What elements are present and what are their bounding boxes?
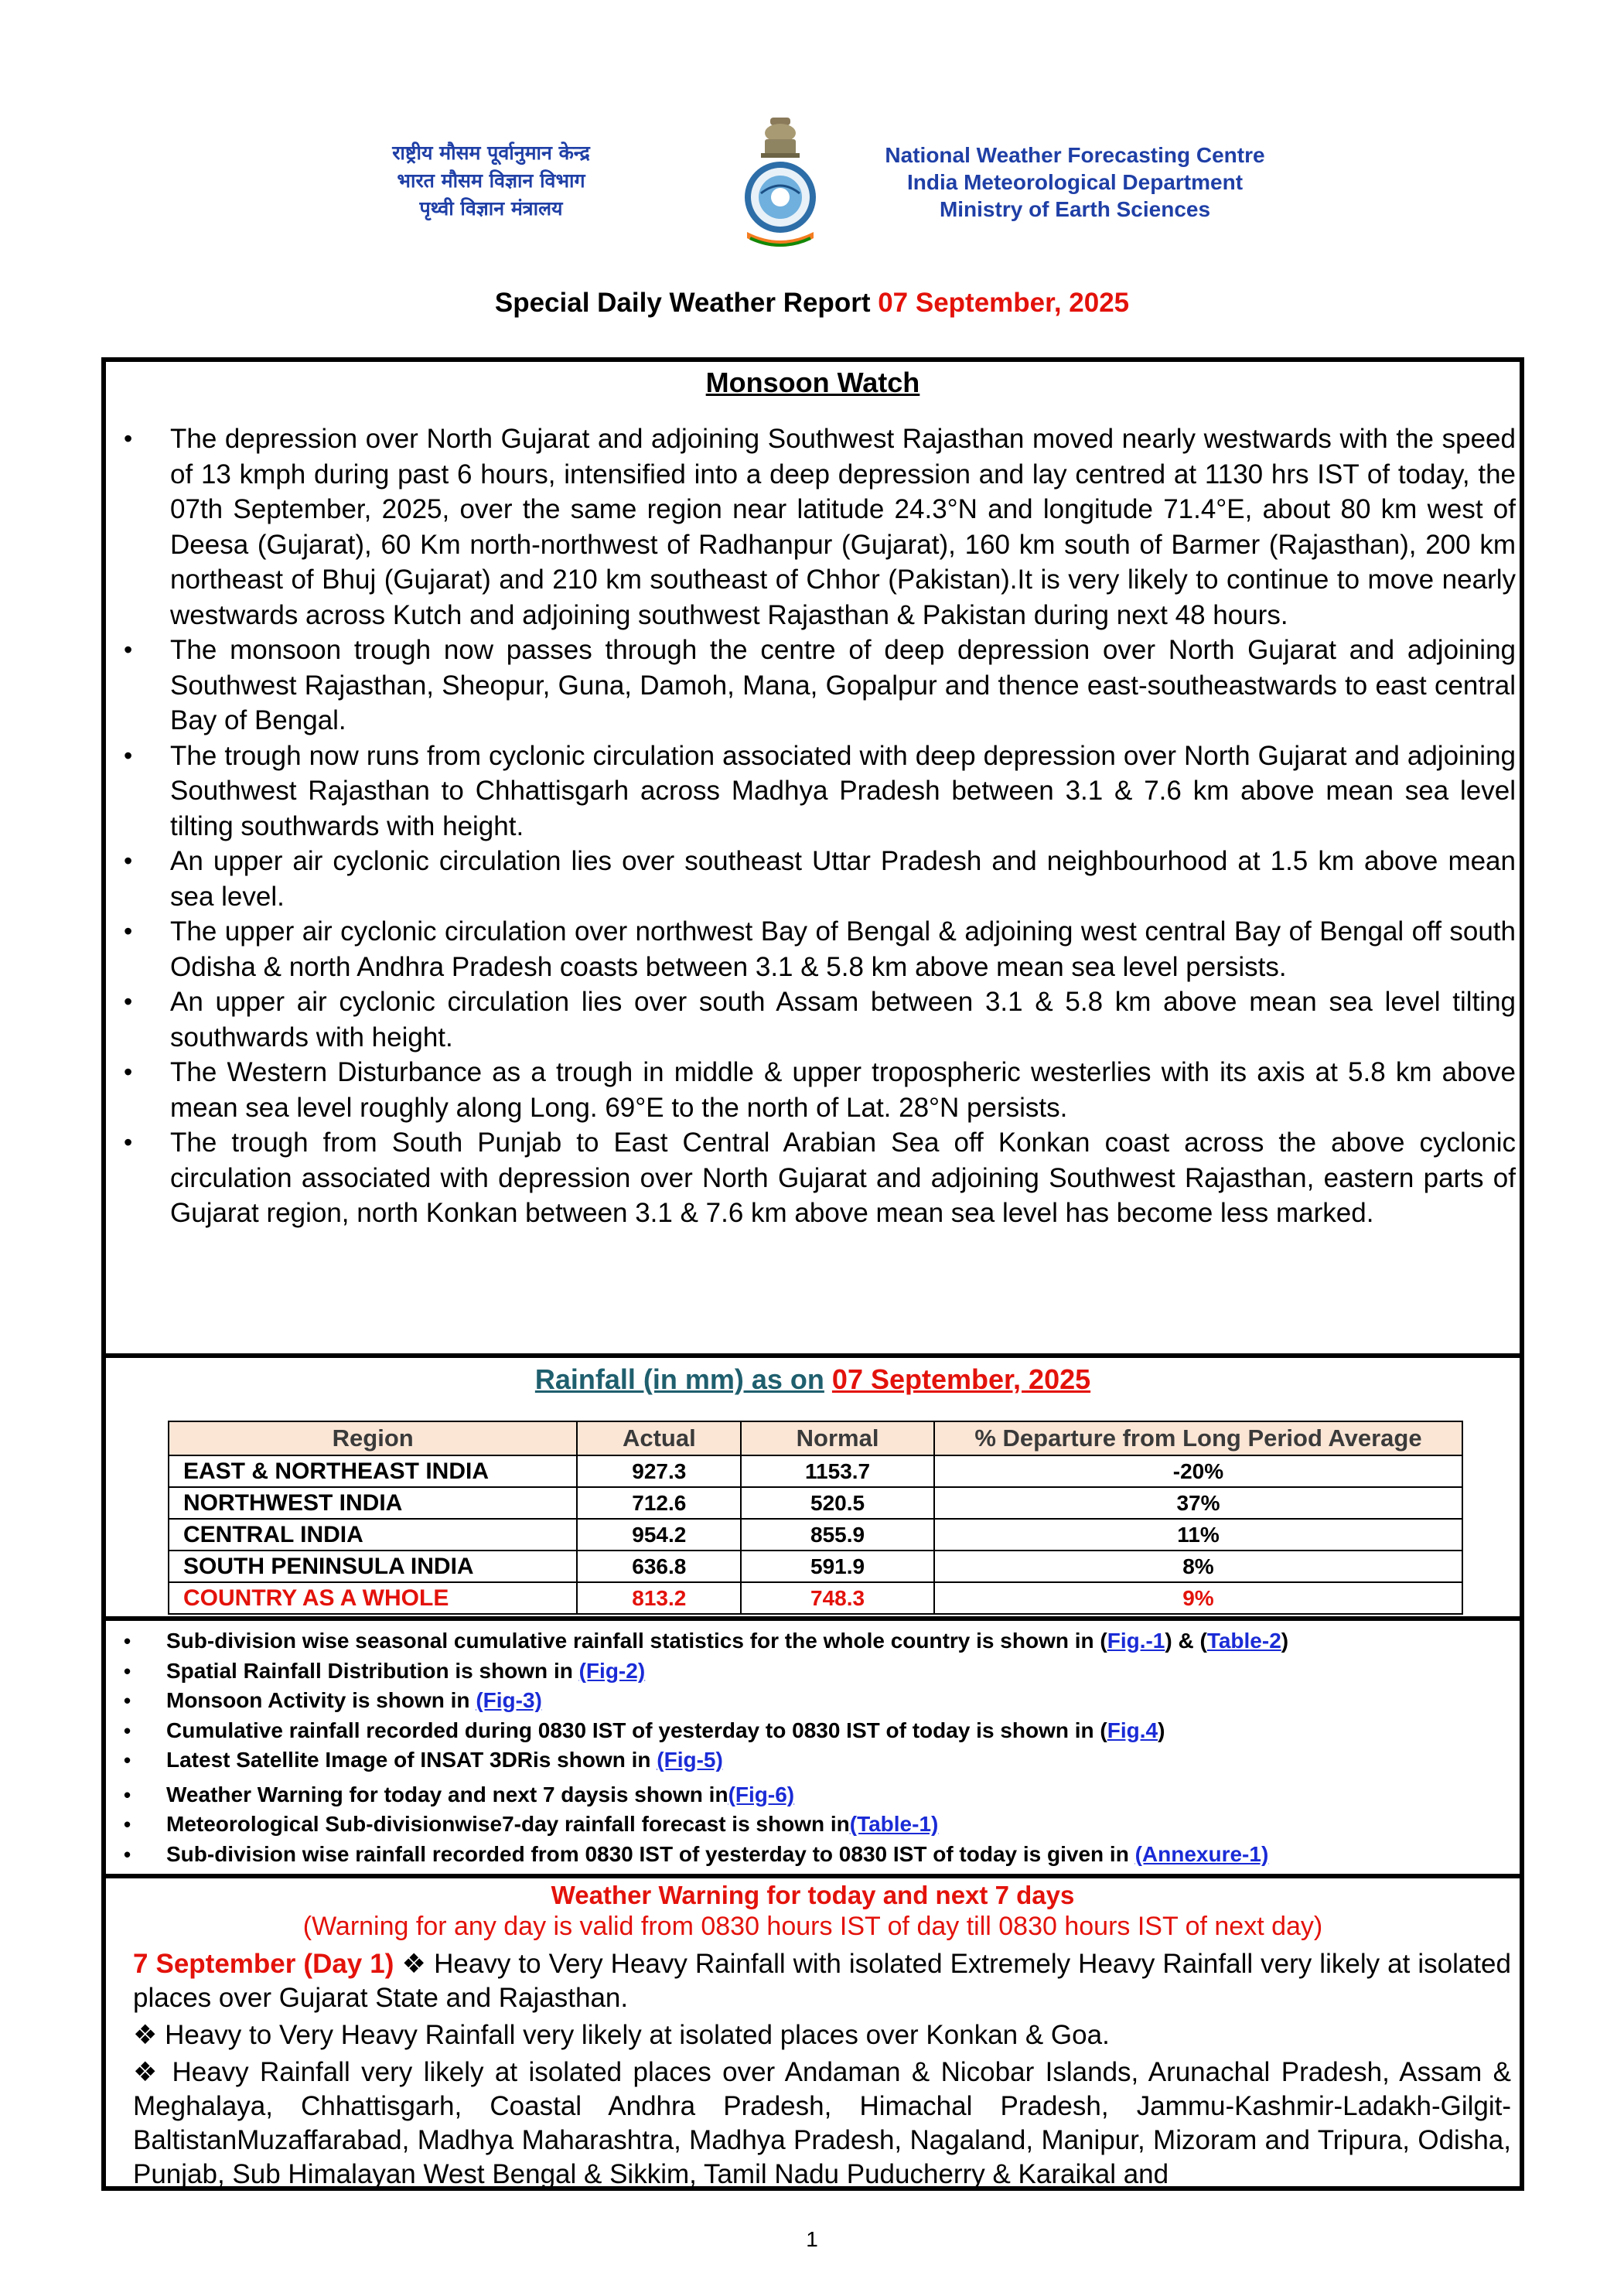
header-hindi-block	[352, 139, 630, 223]
header-english-line: India Meteorological Department	[906, 170, 1244, 194]
link-item: • Meteorological Sub-divisionwise7-day rainfall forecast is shown in(Table-1)	[124, 1810, 1516, 1840]
table-2-link[interactable]: Table-2	[1206, 1629, 1281, 1653]
actual-cell: 954.2	[577, 1519, 741, 1551]
header-hindi-line: पृथ्वी विज्ञान मंत्रालय	[419, 197, 563, 220]
warning-heading: Weather Warning for today and next 7 days	[551, 1881, 1075, 1909]
normal-cell: 1153.7	[741, 1455, 934, 1487]
column-header: Region	[169, 1421, 577, 1455]
figure-links-list	[124, 1626, 1516, 1869]
fig-4-link[interactable]: Fig.4	[1107, 1718, 1158, 1742]
actual-cell: 636.8	[577, 1551, 741, 1582]
rainfall-table-header	[169, 1421, 1462, 1455]
region-cell: CENTRAL INDIA	[169, 1519, 577, 1551]
monsoon-bullet: • The monsoon trough now passes through the centre of deep depression over North Gujarat and adjoining Southwest Rajasthan, Sheopur, Guna, Damoh, Mana, Gopalpur and thence east-southeastwards to east central Bay of Bengal.	[124, 633, 1516, 739]
monsoon-bullet: • The trough now runs from cyclonic circulation associated with deep depression over North Gujarat and adjoining Southwest Rajasthan to Chhattisgarh across Madhya Pradesh between 3.1 & 7.6 km above mean sea level tilting southwards with height.	[124, 739, 1516, 844]
departure-cell: -20%	[934, 1455, 1462, 1487]
report-title-prefix: Special Daily Weather Report	[494, 288, 871, 318]
warning-line: ❖ Heavy to Very Heavy Rainfall with isolated Extremely Heavy Rainfall very likely at isolated places over Gujarat State and Rajasthan.	[133, 1949, 1511, 2013]
column-header: Actual	[577, 1421, 741, 1455]
monsoon-watch-heading: Monsoon Watch	[705, 367, 920, 398]
link-item: • Monsoon Activity is shown in (Fig-3)	[124, 1686, 1516, 1716]
national-emblem-icon	[730, 116, 831, 249]
fig-5-link[interactable]: (Fig-5)	[657, 1748, 723, 1772]
table-1-link[interactable]: (Table-1)	[849, 1812, 939, 1836]
actual-cell: 813.2	[577, 1582, 741, 1614]
rainfall-heading	[101, 1363, 1524, 1396]
warning-paragraph	[133, 1947, 1511, 2015]
monsoon-bullet: • The trough from South Punjab to East Central Arabian Sea off Konkan coast across the above cyclonic circulation associated with depression over North Gujarat and adjoining Southwest Rajasthan, eastern parts of Gujarat region, north Konkan between 3.1 & 7.6 km above mean sea level has become less marked.	[124, 1125, 1516, 1231]
warning-subheading: (Warning for any day is valid from 0830 hours IST of day till 0830 hours IST of next day)	[302, 1912, 1323, 1941]
fig-6-link[interactable]: (Fig-6)	[728, 1782, 795, 1806]
monsoon-bullet: • The depression over North Gujarat and adjoining Southwest Rajasthan moved nearly westwards with the speed of 13 kmph during past 6 hours, intensified into a deep depression and lay centred at 1130 hrs IST of today, the 07th September, 2025, over the same region near latitude 24.3°N and longitude 71.4°E, about 80 km west of Deesa (Gujarat), 60 Km north-northwest of Radhanpur (Gujarat), 160 km south of Barmer (Rajasthan), 200 km northeast of Bhuj (Gujarat) and 210 km southeast of Chhor (Pakistan).It is very likely to continue to move nearly westwards across Kutch and adjoining southwest Rajasthan & Pakistan during next 48 hours.	[124, 421, 1516, 633]
annexure-1-link[interactable]: (Annexure-1)	[1134, 1841, 1269, 1866]
warning-line: ❖ Heavy to Very Heavy Rainfall very likely at isolated places over Konkan & Goa.	[133, 2020, 1110, 2050]
link-item: • Sub-division wise seasonal cumulative rainfall statistics for the whole country is shown in (Fig.-1) & (Table-2)	[124, 1626, 1516, 1656]
normal-cell: 520.5	[741, 1487, 934, 1519]
header-english-block	[851, 142, 1299, 223]
table-row-country-total	[169, 1582, 1462, 1614]
fig-3-link[interactable]: (Fig-3)	[476, 1688, 542, 1712]
normal-cell: 748.3	[741, 1582, 934, 1614]
header-english-line: Ministry of Earth Sciences	[939, 197, 1211, 221]
section-divider	[101, 1616, 1524, 1621]
header-english-line: National Weather Forecasting Centre	[885, 143, 1265, 167]
section-divider	[101, 1353, 1524, 1358]
table-row	[169, 1487, 1462, 1519]
normal-cell: 591.9	[741, 1551, 934, 1582]
monsoon-watch-list	[124, 421, 1516, 1231]
warning-body	[133, 1947, 1511, 2195]
link-item: • Latest Satellite Image of INSAT 3DRis shown in (Fig-5)	[124, 1745, 1516, 1776]
region-cell: NORTHWEST INDIA	[169, 1487, 577, 1519]
actual-cell: 712.6	[577, 1487, 741, 1519]
column-header: % Departure from Long Period Average	[934, 1421, 1462, 1455]
warning-line: ❖ Heavy Rainfall very likely at isolated places over Andaman & Nicobar Islands, Arunachal Pradesh, Assam & Meghalaya, Chhattisgarh, Coastal Andhra Pradesh, Himachal Pradesh, Jammu-Kashmir-Ladakh-Gilgit-BaltistanMuzaffarabad, Madhya Maharashtra, Madhya Pradesh, Nagaland, Manipur, Mizoram and Tripura, Odisha, Punjab, Sub Himalayan West Bengal & Sikkim, Tamil Nadu Puducherry & Karaikal and	[133, 2057, 1511, 2189]
column-header: Normal	[741, 1421, 934, 1455]
warning-day-label: 7 September (Day 1)	[133, 1949, 394, 1979]
fig-2-link[interactable]: (Fig-2)	[578, 1658, 646, 1683]
table-row	[169, 1455, 1462, 1487]
table-row	[169, 1519, 1462, 1551]
rainfall-heading-label: Rainfall (in mm) as on	[534, 1363, 824, 1395]
monsoon-bullet: • The Western Disturbance as a trough in middle & upper tropospheric westerlies with its axis at 5.8 km above mean sea level roughly along Long. 69°E to the north of Lat. 28°N persists.	[124, 1055, 1516, 1125]
region-cell: EAST & NORTHEAST INDIA	[169, 1455, 577, 1487]
page-number: 1	[806, 2227, 818, 2251]
departure-cell: 9%	[934, 1582, 1462, 1614]
monsoon-bullet: • The upper air cyclonic circulation over northwest Bay of Bengal & adjoining west central Bay of Bengal off south Odisha & north Andhra Pradesh coasts between 3.1 & 5.8 km above mean sea level persists.	[124, 914, 1516, 984]
header-hindi-line: भारत मौसम विज्ञान विभाग	[397, 169, 585, 192]
rainfall-heading-date: 07 September, 2025	[831, 1363, 1091, 1395]
rainfall-table	[168, 1421, 1463, 1615]
report-title-date: 07 September, 2025	[878, 288, 1130, 318]
region-cell: COUNTRY AS A WHOLE	[169, 1582, 577, 1614]
link-item: • Sub-division wise rainfall recorded from 0830 IST of yesterday to 0830 IST of today is given in (Annexure-1)	[124, 1840, 1516, 1870]
link-item: • Cumulative rainfall recorded during 0830 IST of yesterday to 0830 IST of today is shown in (Fig.4)	[124, 1716, 1516, 1746]
departure-cell: 8%	[934, 1551, 1462, 1582]
normal-cell: 855.9	[741, 1519, 934, 1551]
monsoon-bullet: • An upper air cyclonic circulation lies over southeast Uttar Pradesh and neighbourhood at 1.5 km above mean sea level.	[124, 844, 1516, 914]
table-row	[169, 1551, 1462, 1582]
fig-1-link[interactable]: Fig.-1	[1107, 1629, 1165, 1653]
link-item: • Spatial Rainfall Distribution is shown in (Fig-2)	[124, 1656, 1516, 1687]
departure-cell: 37%	[934, 1487, 1462, 1519]
monsoon-bullet: • An upper air cyclonic circulation lies over south Assam between 3.1 & 5.8 km above mean sea level tilting southwards with height.	[124, 984, 1516, 1055]
departure-cell: 11%	[934, 1519, 1462, 1551]
actual-cell: 927.3	[577, 1455, 741, 1487]
header-hindi-line: राष्ट्रीय मौसम पूर्वानुमान केन्द्र	[392, 142, 590, 164]
link-item: • Weather Warning for today and next 7 daysis shown in(Fig-6)	[124, 1780, 1516, 1810]
region-cell: SOUTH PENINSULA INDIA	[169, 1551, 577, 1582]
section-divider	[101, 1874, 1524, 1878]
report-title	[0, 288, 1624, 319]
